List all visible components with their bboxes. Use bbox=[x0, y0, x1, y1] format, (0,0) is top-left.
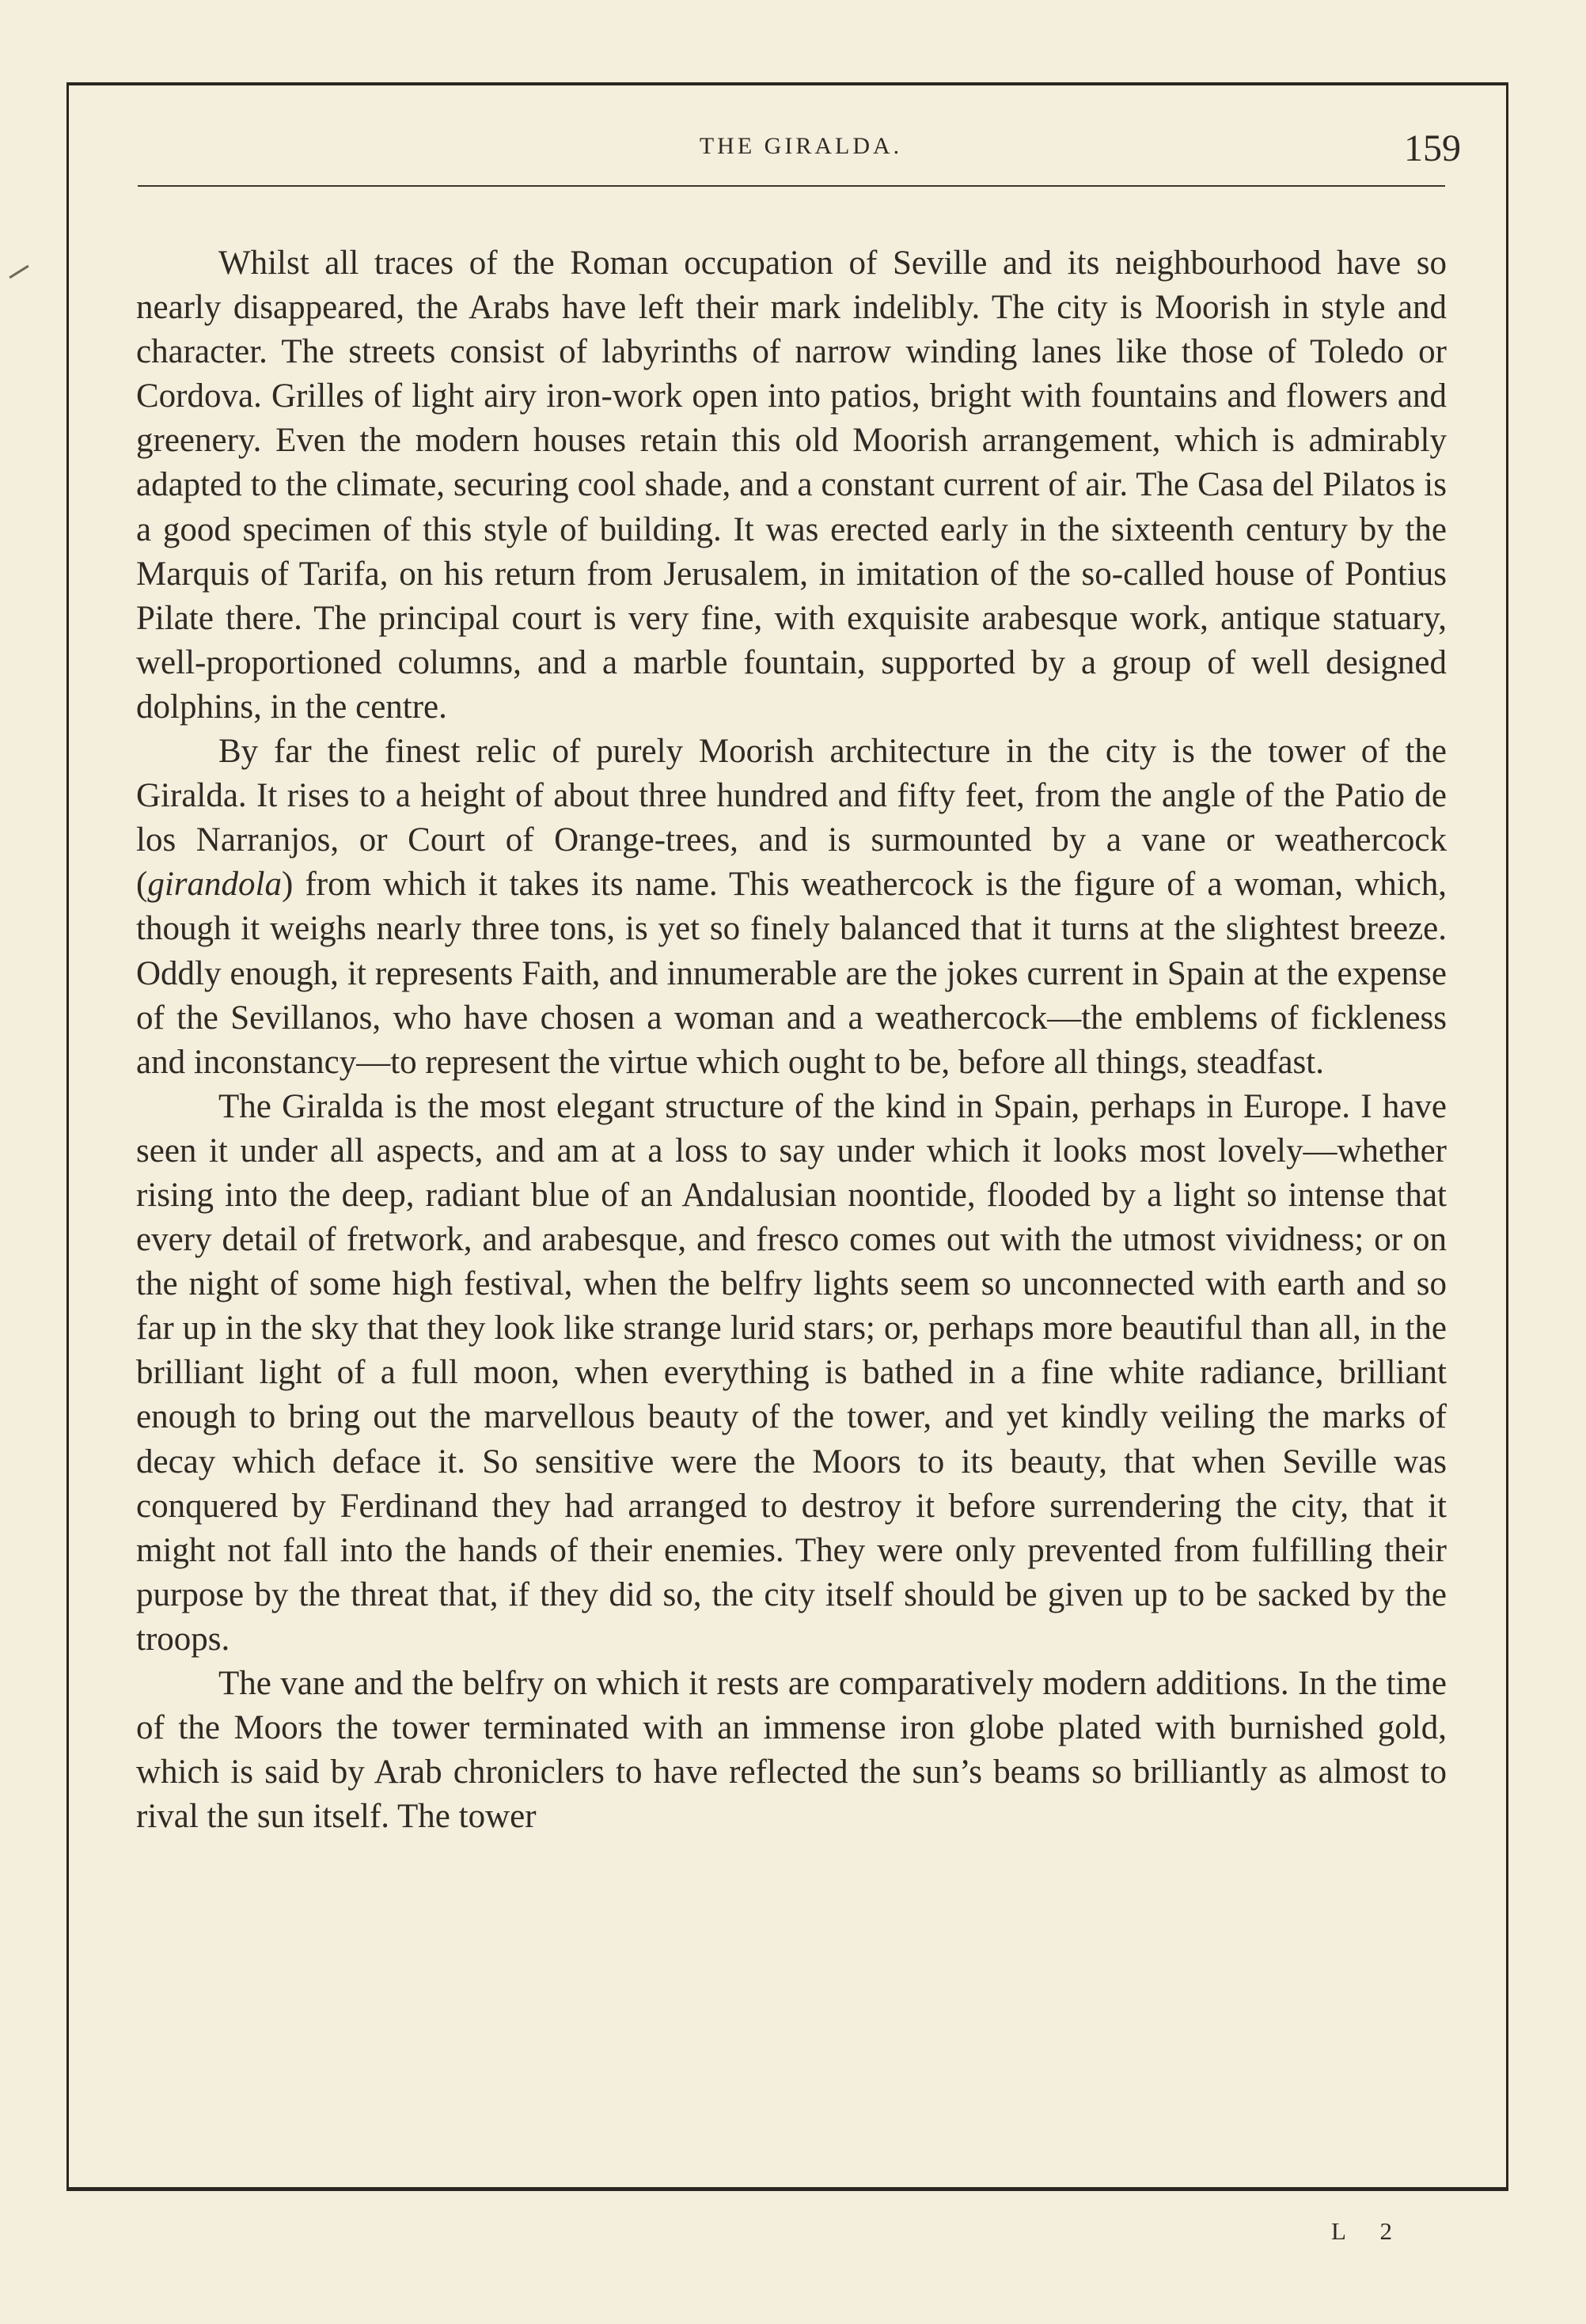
running-title: THE GIRALDA. bbox=[699, 133, 903, 159]
paragraph-4 bbox=[136, 1662, 1447, 1839]
paragraph-3-text: The Giralda is the most elegant structure of the kind in Spain, perhaps in Europe. I have seen it under all aspects, and am at a loss to say under which it looks most lovely—whether rising into the deep, radiant blue of an Andalusian noontide, flooded by a light so intense that every detail of fretwork, and arabesque, and fresco comes out with the utmost vividness; or on the night of some high festival, when the belfry lights seem so unconnected with earth and so far up in the sky that they look like strange lurid stars; or, perhaps more beautiful than all, in the brilliant light of a full moon, when everything is bathed in a fine white radiance, brilliant enough to bring out the marvellous beauty of the tower, and yet kindly veiling the marks of decay which deface it. So sensitive were the Moors to its beauty, that when Seville was conquered by Ferdinand they had arranged to destroy it before surrendering the city, that it might not fall into the hands of their enemies. They were only prevented from fulfilling their purpose by the threat that, if they did so, the city itself should be given up to be sacked by the troops. bbox=[136, 1087, 1447, 1658]
header-rule bbox=[138, 185, 1445, 187]
paragraph-2-text-after: ) from which it takes its name. This weathercock is the figure of a woman, which, though it weighs nearly three tons, is yet so finely balanced that it turns at the slightest breeze. Oddly enough, it represents Faith, and innumerable are the jokes current in Spain at the expense of the Sevillanos, who have chosen a woman and a weathercock—the emblems of fickleness and inconstancy—to represent the virtue which ought to be, before all things, steadfast. bbox=[136, 866, 1447, 1081]
signature-mark: L 2 bbox=[1331, 2217, 1407, 2245]
paragraph-2-text-before: By far the finest relic of purely Moorish architecture in the city is the tower of the Giralda. It rises to a height of about three hundred and fifty feet, from the angle of the Patio de los Narranjos, or Court of Orange-trees, and is surmounted by a vane or weathercock ( bbox=[136, 733, 1447, 904]
page-number: 159 bbox=[1404, 127, 1461, 169]
paragraph-2-italic-word: girandola bbox=[147, 866, 282, 904]
body-text bbox=[136, 241, 1447, 1839]
paragraph-2 bbox=[136, 730, 1447, 1085]
paragraph-1-text: Whilst all traces of the Roman occupation of Seville and its neighbourhood have so nearly disappeared, the Arabs have left their mark indelibly. The city is Moorish in style and character. The streets consist of labyrinths of narrow winding lanes like those of Toledo or Cordova. Grilles of light airy iron-work open into patios, bright with fountains and flowers and greenery. Even the modern houses retain this old Moorish arrangement, which is admirably adapted to the climate, securing cool shade, and a constant current of air. The Casa del Pilatos is a good specimen of this style of building. It was erected early in the sixteenth century by the Marquis of Tarifa, on his return from Jerusalem, in imitation of the so-called house of Pontius Pilate there. The principal court is very fine, with exquisite arabesque work, antique statuary, well-proportioned columns, and a marble fountain, supported by a group of well designed dolphins, in the centre. bbox=[136, 245, 1447, 726]
running-head bbox=[136, 127, 1466, 177]
margin-pencil-mark bbox=[9, 265, 28, 279]
paragraph-3 bbox=[136, 1085, 1447, 1662]
paragraph-4-text: The vane and the belfry on which it rests are comparatively modern additions. In the time of the Moors the tower terminated with an immense iron globe plated with burnished gold, which is said by Arab chroniclers to have reflected the sun’s beams so brilliantly as almost to rival the sun itself. The tower bbox=[136, 1665, 1447, 1836]
paragraph-1 bbox=[136, 241, 1447, 730]
